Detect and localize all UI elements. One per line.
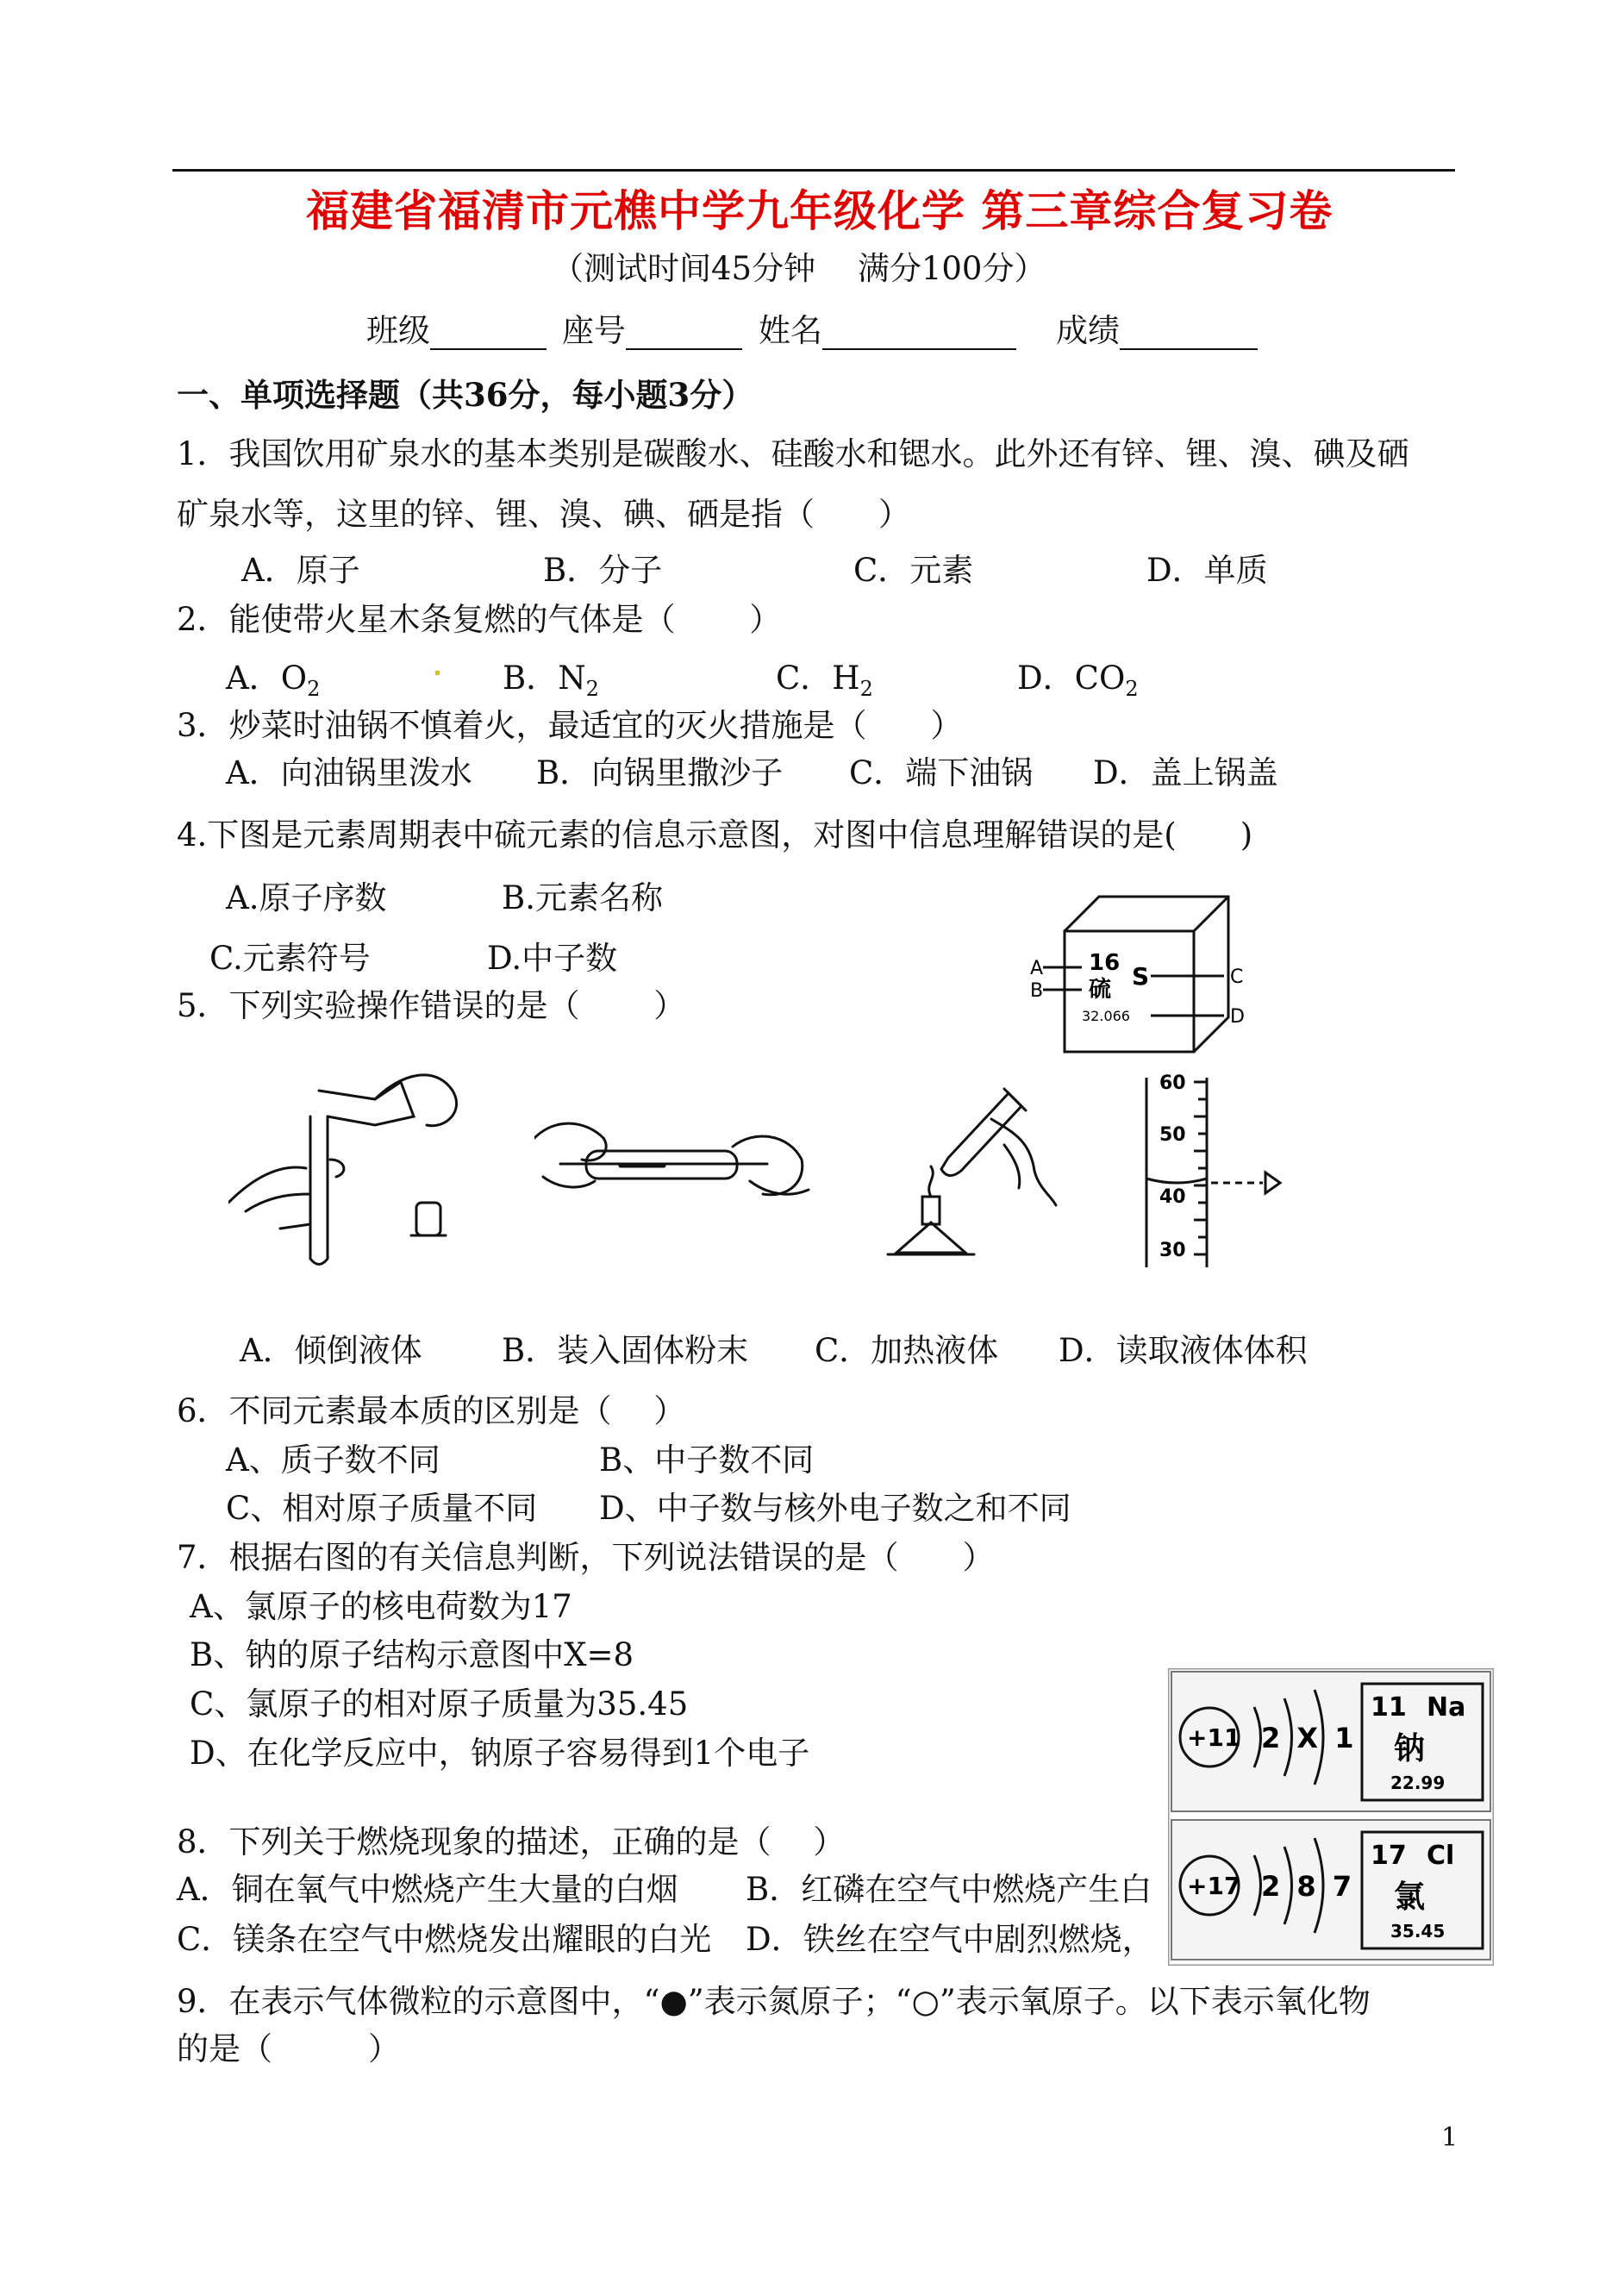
tick-40: 40 bbox=[1159, 1186, 1186, 1208]
name-blank[interactable] bbox=[822, 317, 1016, 350]
q3-option-b[interactable]: B．向锅里撒沙子 bbox=[536, 754, 784, 791]
na-symbol: Na bbox=[1427, 1692, 1466, 1723]
q6-stem: 6．不同元素最本质的区别是（ ） bbox=[177, 1392, 686, 1429]
class-field bbox=[366, 312, 547, 350]
sulfur-symbol: S bbox=[1132, 962, 1150, 991]
q5-stem: 5．下列实验操作错误的是（ ） bbox=[177, 987, 686, 1024]
sulfur-element-figure bbox=[1030, 879, 1263, 1060]
stray-dot bbox=[435, 671, 440, 675]
cl-shells: 2 8 7 bbox=[1261, 1870, 1356, 1903]
q1-option-a[interactable]: A．原子 bbox=[241, 552, 360, 589]
q7-option-b[interactable]: B、钠的原子结构示意图中X=8 bbox=[190, 1636, 634, 1673]
q6-option-a[interactable]: A、质子数不同 bbox=[226, 1441, 440, 1479]
seat-blank[interactable] bbox=[626, 317, 742, 350]
q9-stem-line2: 的是（ ） bbox=[177, 2030, 400, 2067]
adding-powder-figure bbox=[534, 1112, 810, 1224]
q1-option-b[interactable]: B．分子 bbox=[543, 552, 663, 589]
cl-mass: 35.45 bbox=[1390, 1921, 1446, 1942]
q1-stem-line1: 1．我国饮用矿泉水的基本类别是碳酸水、硅酸水和锶水。此外还有锌、锂、溴、碘及硒 bbox=[177, 435, 1409, 472]
name-field bbox=[759, 312, 1016, 350]
cl-symbol: Cl bbox=[1427, 1841, 1455, 1871]
cl-name: 氯 bbox=[1394, 1879, 1426, 1915]
top-rule bbox=[172, 169, 1455, 172]
page-title: 福建省福清市元樵中学九年级化学 第三章综合复习卷 bbox=[306, 185, 1334, 236]
q6-option-d[interactable]: D、中子数与核外电子数之和不同 bbox=[599, 1490, 1071, 1527]
label-b: B bbox=[1030, 980, 1044, 1002]
class-label: 班级 bbox=[366, 312, 430, 349]
q3-stem: 3．炒菜时油锅不慎着火，最适宜的灭火措施是（ ） bbox=[177, 707, 963, 744]
na-cl-structure-figure bbox=[1168, 1668, 1494, 1966]
tick-50: 50 bbox=[1159, 1124, 1186, 1146]
label-a: A bbox=[1030, 958, 1044, 979]
q8-option-d[interactable]: D．铁丝在空气中剧烈燃烧， bbox=[746, 1921, 1154, 1958]
na-mass: 22.99 bbox=[1390, 1773, 1446, 1793]
q2-option-b[interactable]: B．$N_2$ bbox=[503, 660, 599, 701]
class-blank[interactable] bbox=[430, 317, 547, 350]
na-shells: 2 X 1 bbox=[1261, 1722, 1358, 1754]
q2-option-c[interactable]: C．$H_2$ bbox=[776, 660, 873, 701]
label-d: D bbox=[1230, 1006, 1245, 1028]
q5-option-a[interactable]: A．倾倒液体 bbox=[240, 1332, 422, 1369]
sulfur-mass: 32.066 bbox=[1082, 1008, 1130, 1024]
q4-option-d[interactable]: D.中子数 bbox=[487, 940, 618, 977]
q4-option-c[interactable]: C.元素符号 bbox=[209, 940, 371, 977]
q5-option-b[interactable]: B．装入固体粉末 bbox=[502, 1332, 749, 1369]
q6-option-c[interactable]: C、相对原子质量不同 bbox=[226, 1490, 538, 1527]
q1-option-c[interactable]: C．元素 bbox=[853, 552, 974, 589]
q8-option-a[interactable]: A．铜在氧气中燃烧产生大量的白烟 bbox=[177, 1871, 678, 1908]
score-field bbox=[1056, 312, 1258, 350]
pouring-liquid-figure bbox=[228, 1065, 478, 1272]
q3-option-d[interactable]: D．盖上锅盖 bbox=[1093, 754, 1278, 791]
score-blank[interactable] bbox=[1120, 317, 1258, 350]
q5-option-d[interactable]: D．读取液体体积 bbox=[1059, 1332, 1308, 1369]
q2-option-d[interactable]: D．$CO_2$ bbox=[1017, 660, 1139, 701]
section-heading: 一、单项选择题（共36分，每小题3分） bbox=[177, 376, 754, 414]
q4-option-a[interactable]: A.原子序数 bbox=[226, 879, 387, 916]
q3-option-c[interactable]: C．端下油锅 bbox=[849, 754, 1034, 791]
graduated-cylinder-figure bbox=[1112, 1073, 1293, 1272]
tick-30: 30 bbox=[1159, 1240, 1186, 1261]
q8-stem: 8．下列关于燃烧现象的描述，正确的是（ ） bbox=[177, 1823, 846, 1860]
q6-option-b[interactable]: B、中子数不同 bbox=[599, 1441, 815, 1479]
test-info: （测试时间45分钟 满分100分） bbox=[552, 250, 1046, 287]
seat-label: 座号 bbox=[562, 312, 626, 349]
q8-option-b[interactable]: B．红磷在空气中燃烧产生白 bbox=[746, 1871, 1152, 1908]
q5-option-c[interactable]: C．加热液体 bbox=[815, 1332, 999, 1369]
q4-stem: 4.下图是元素周期表中硫元素的信息示意图，对图中信息理解错误的是( ) bbox=[177, 816, 1253, 854]
score-label: 成绩 bbox=[1056, 312, 1120, 349]
seat-field bbox=[562, 312, 742, 350]
q8-option-c[interactable]: C．镁条在空气中燃烧发出耀眼的白光 bbox=[177, 1921, 712, 1958]
q2-stem: 2．能使带火星木条复燃的气体是（ ） bbox=[177, 601, 782, 638]
heating-liquid-figure bbox=[862, 1076, 1069, 1261]
q1-option-d[interactable]: D．单质 bbox=[1146, 552, 1268, 589]
q7-option-c[interactable]: C、氯原子的相对原子质量为35.45 bbox=[190, 1685, 689, 1723]
na-number: 11 bbox=[1371, 1692, 1407, 1723]
sulfur-number: 16 bbox=[1089, 950, 1121, 976]
label-c: C bbox=[1230, 966, 1244, 988]
q7-option-d[interactable]: D、在化学反应中，钠原子容易得到1个电子 bbox=[190, 1735, 810, 1772]
q7-option-a[interactable]: A、氯原子的核电荷数为17 bbox=[190, 1588, 572, 1625]
q2-option-a[interactable]: A．$O_2$ bbox=[226, 660, 321, 701]
cl-nucleus: +17 bbox=[1187, 1872, 1241, 1900]
tick-60: 60 bbox=[1159, 1073, 1186, 1094]
q4-option-b[interactable]: B.元素名称 bbox=[502, 879, 663, 916]
q3-option-a[interactable]: A．向油锅里泼水 bbox=[226, 754, 472, 791]
q7-stem: 7．根据右图的有关信息判断，下列说法错误的是（ ） bbox=[177, 1539, 995, 1576]
q1-stem-line2: 矿泉水等，这里的锌、锂、溴、碘、硒是指（ ） bbox=[177, 496, 910, 533]
q9-stem-line1: 9．在表示气体微粒的示意图中，“●”表示氮原子；“○”表示氧原子。以下表示氧化物 bbox=[177, 1983, 1371, 2020]
cl-number: 17 bbox=[1371, 1841, 1407, 1871]
na-name: 钠 bbox=[1394, 1731, 1426, 1767]
page-number: 1 bbox=[1441, 2123, 1458, 2153]
na-nucleus: +11 bbox=[1187, 1723, 1241, 1752]
name-label: 姓名 bbox=[759, 312, 822, 349]
sulfur-name: 硫 bbox=[1089, 977, 1112, 1003]
